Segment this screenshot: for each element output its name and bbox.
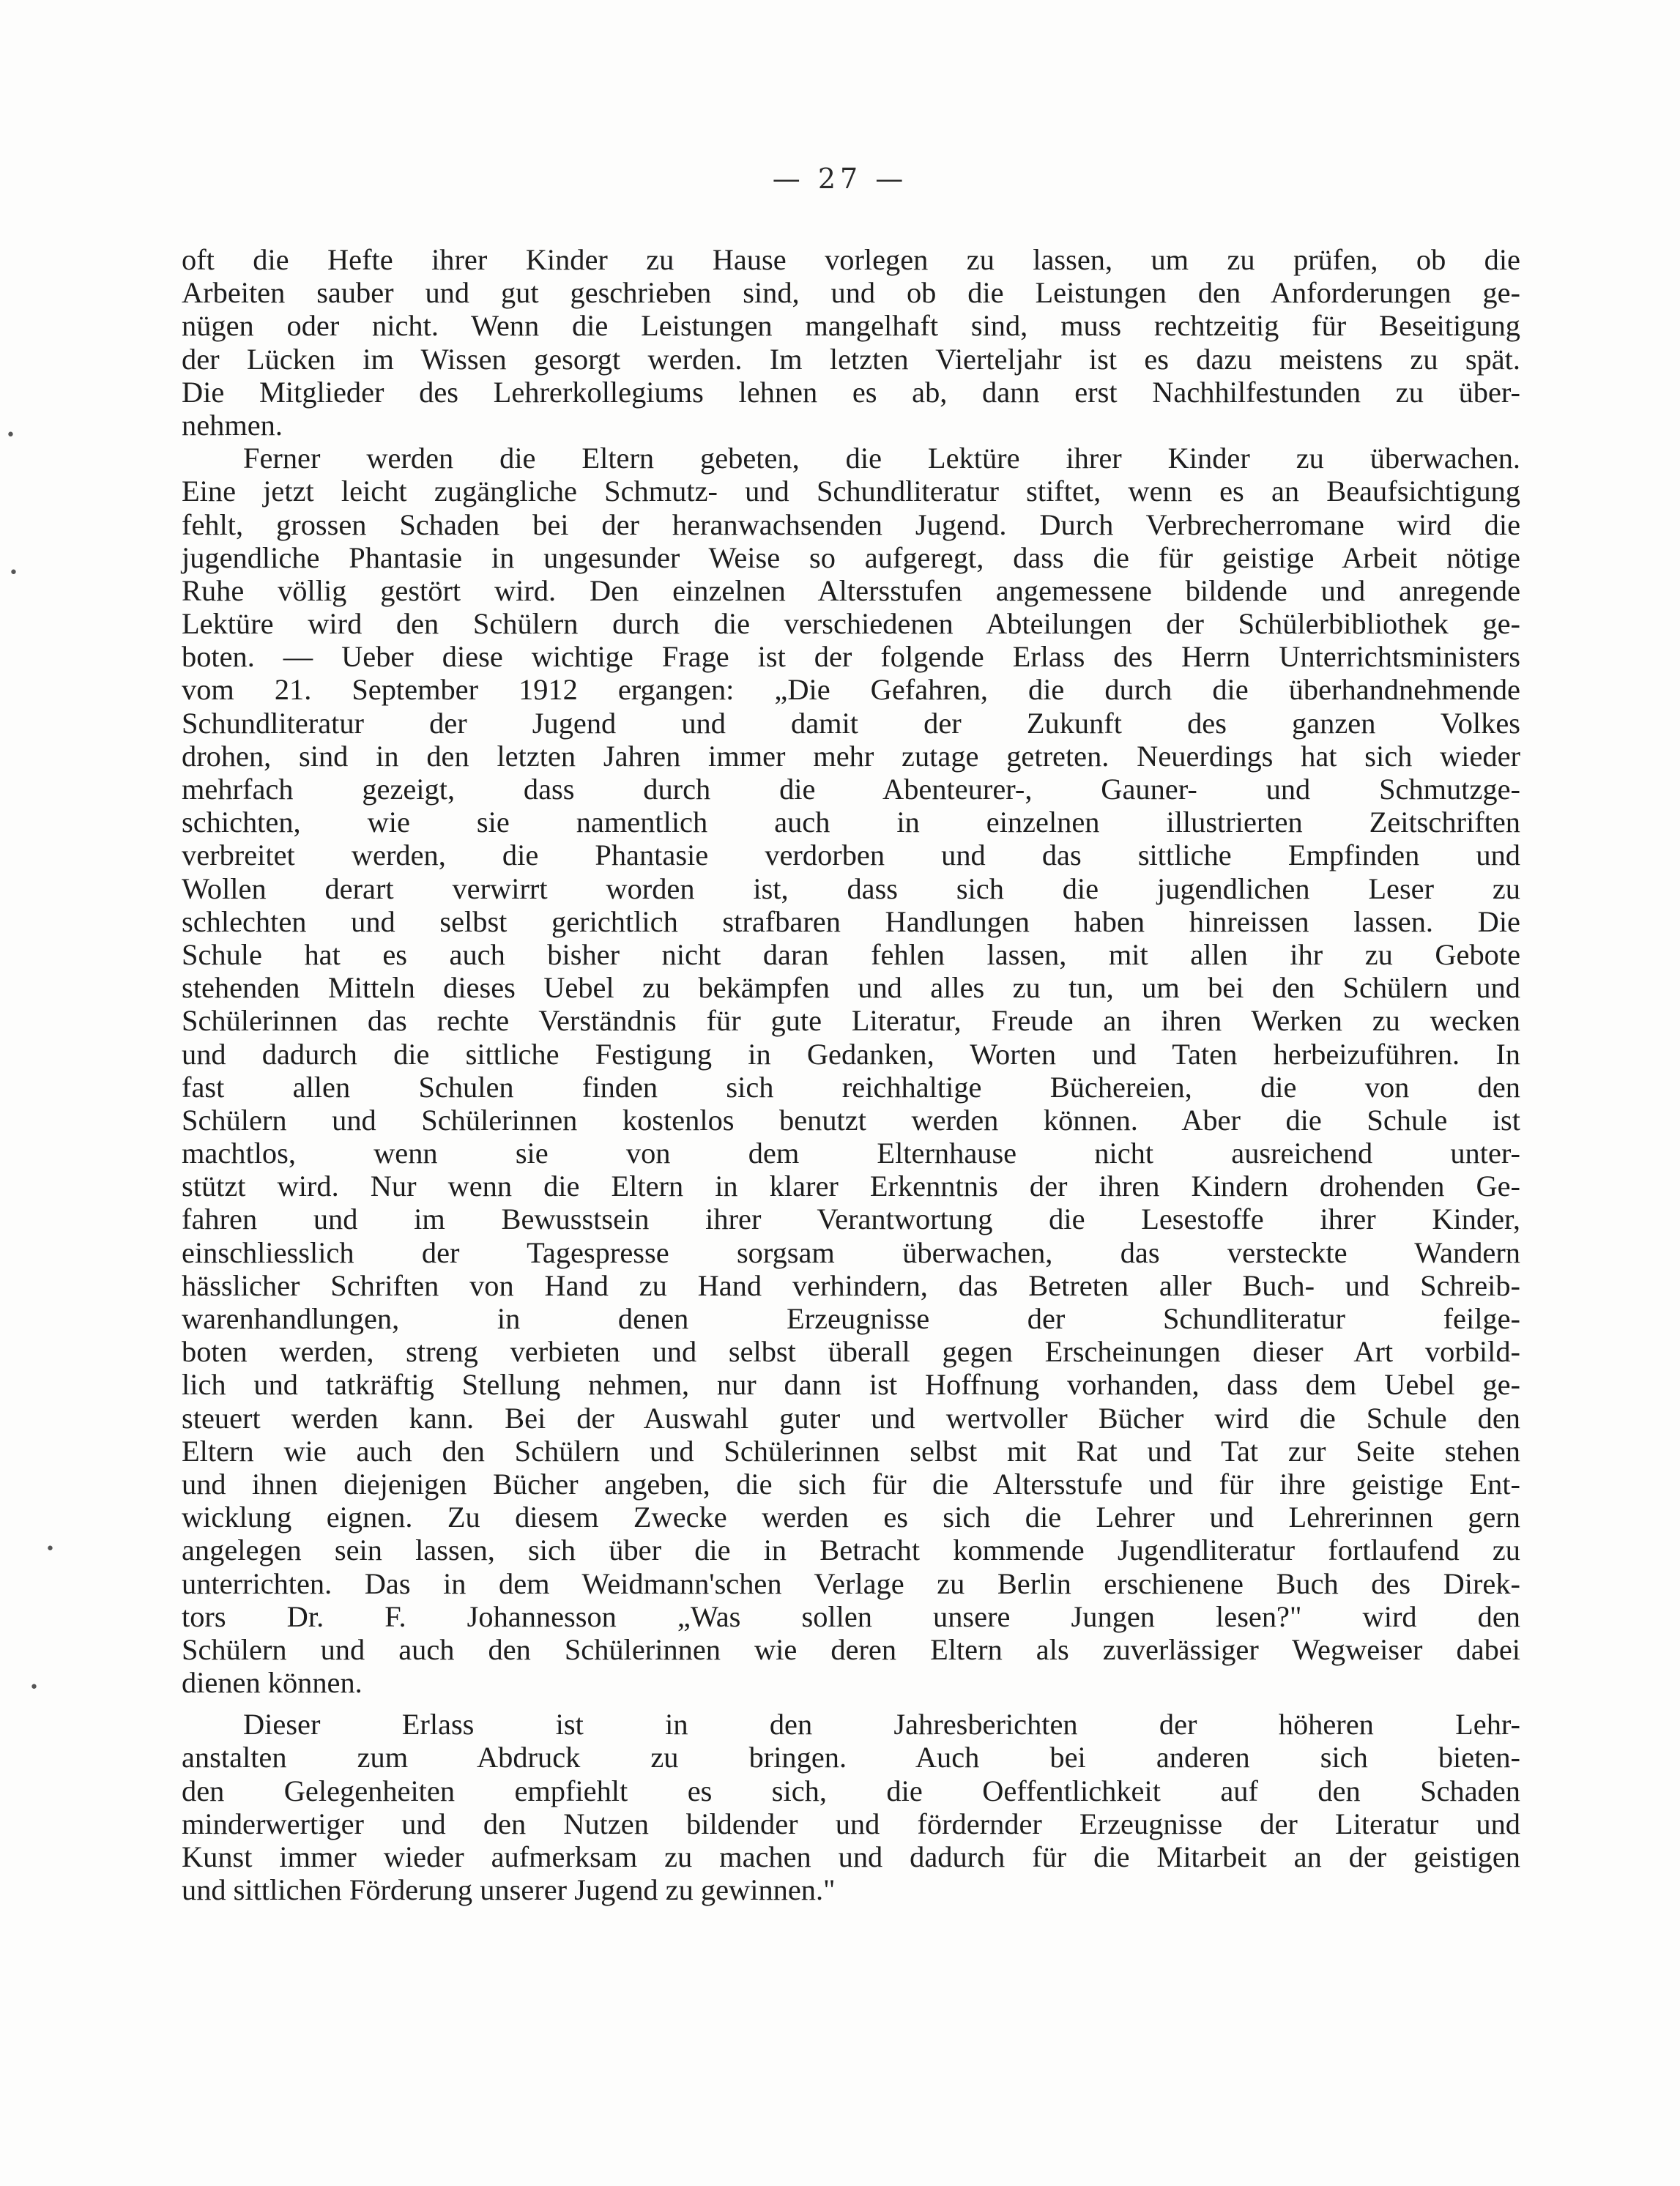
text-line: Schülerinnen das rechte Verständnis für gute Literatur, Freude an ihren Werken zu wecken — [182, 1004, 1520, 1038]
text-line: lich und tatkräftig Stellung nehmen, nur dann ist Hoffnung vorhanden, dass dem Uebel ge- — [182, 1368, 1520, 1402]
body-text — [182, 243, 1520, 1906]
text-line: den Gelegenheiten empfiehlt es sich, die Oeffentlichkeit auf den Schaden — [182, 1774, 1520, 1807]
text-line: einschliesslich der Tagespresse sorgsam überwachen, das versteckte Wandern — [182, 1235, 1520, 1269]
text-line: Eine jetzt leicht zugängliche Schmutz- und Schundliteratur stiftet, wenn es an Beaufsichtigung — [182, 475, 1520, 508]
text-line: Ferner werden die Eltern gebeten, die Lektüre ihrer Kinder zu überwachen. — [243, 442, 1520, 475]
text-line: Ruhe völlig gestört wird. Den einzelnen Altersstufen angemessene bildende und anregende — [182, 573, 1520, 607]
scan-speck: • — [6, 426, 15, 445]
scan-speck: • — [29, 1678, 39, 1697]
text-line: machtlos, wenn sie von dem Elternhause nicht ausreichend unter- — [182, 1137, 1520, 1170]
text-line: Lektüre wird den Schülern durch die verschiedenen Abteilungen der Schülerbibliothek ge- — [182, 607, 1520, 641]
text-line: Eltern wie auch den Schülern und Schülerinnen selbst mit Rat und Tat zur Seite stehen — [182, 1434, 1520, 1468]
text-line: steuert werden kann. Bei der Auswahl guter und wertvoller Bücher wird die Schule den — [182, 1401, 1520, 1435]
paragraph-gap — [182, 1699, 1520, 1708]
text-line: Wollen derart verwirrt worden ist, dass sich die jugendlichen Leser zu — [182, 871, 1520, 905]
text-line: stützt wird. Nur wenn die Eltern in klarer Erkenntnis der ihren Kindern drohenden Ge- — [182, 1170, 1520, 1203]
text-line: vom 21. September 1912 ergangen: „Die Gefahren, die durch die überhandnehmende — [182, 673, 1520, 707]
text-line: und sittlichen Förderung unserer Jugend zu gewinnen." — [182, 1873, 836, 1907]
text-line: drohen, sind in den letzten Jahren immer mehr zutage getreten. Neuerdings hat sich wieder — [182, 739, 1520, 773]
text-line: Die Mitglieder des Lehrerkollegiums lehnen es ab, dann erst Nachhilfestunden zu über- — [182, 375, 1520, 409]
text-line: hässlicher Schriften von Hand zu Hand verhindern, das Betreten aller Buch- und Schreib- — [182, 1268, 1520, 1302]
text-line: warenhandlungen, in denen Erzeugnisse der Schundliteratur feilge- — [182, 1302, 1520, 1335]
text-line: fast allen Schulen finden sich reichhaltige Büchereien, die von den — [182, 1070, 1520, 1104]
scan-speck: • — [45, 1540, 55, 1558]
text-line: anstalten zum Abdruck zu bringen. Auch bei anderen sich bieten- — [182, 1741, 1520, 1774]
text-line: mehrfach gezeigt, dass durch die Abenteurer-, Gauner- und Schmutzge- — [182, 773, 1520, 806]
page-number: — 27 — — [772, 163, 908, 195]
text-line: Schülern und Schülerinnen kostenlos benutzt werden können. Aber die Schule ist — [182, 1103, 1520, 1137]
text-line: unterrichten. Das in dem Weidmann'schen Verlage zu Berlin erschienene Buch des Direk- — [182, 1566, 1520, 1600]
text-line: boten. — Ueber diese wichtige Frage ist der folgende Erlass des Herrn Unterrichtsministers — [182, 640, 1520, 674]
text-line: Dieser Erlass ist in den Jahresberichten der höheren Lehr- — [243, 1708, 1520, 1741]
text-line: stehenden Mitteln dieses Uebel zu bekämpfen und alles zu tun, um bei den Schülern und — [182, 971, 1520, 1005]
text-line: Schule hat es auch bisher nicht daran fehlen lassen, mit allen ihr zu Gebote — [182, 937, 1520, 971]
text-line: jugendliche Phantasie in ungesunder Weise so aufgeregt, dass die für geistige Arbeit nötige — [182, 540, 1520, 574]
text-line: nügen oder nicht. Wenn die Leistungen mangelhaft sind, muss rechtzeitig für Beseitigung — [182, 309, 1520, 343]
scan-speck: • — [9, 564, 18, 582]
text-line: Kunst immer wieder aufmerksam zu machen und dadurch für die Mitarbeit an der geistigen — [182, 1840, 1520, 1873]
text-line: boten werden, streng verbieten und selbst überall gegen Erscheinungen dieser Art vorbild- — [182, 1335, 1520, 1369]
text-line: verbreitet werden, die Phantasie verdorben und das sittliche Empfinden und — [182, 839, 1520, 872]
text-line: schichten, wie sie namentlich auch in einzelnen illustrierten Zeitschriften — [182, 806, 1520, 839]
text-line: nehmen. — [182, 408, 283, 442]
text-line: tors Dr. F. Johannesson „Was sollen unsere Jungen lesen?" wird den — [182, 1599, 1520, 1633]
text-line: wicklung eignen. Zu diesem Zwecke werden es sich die Lehrer und Lehrerinnen gern — [182, 1501, 1520, 1534]
text-line: angelegen sein lassen, sich über die in Betracht kommende Jugendliteratur fortlaufend zu — [182, 1533, 1520, 1567]
text-line: der Lücken im Wissen gesorgt werden. Im letzten Vierteljahr ist es dazu meistens zu spät. — [182, 342, 1520, 376]
text-line: und dadurch die sittliche Festigung in Gedanken, Worten und Taten herbeizuführen. In — [182, 1037, 1520, 1071]
text-line: minderwertiger und den Nutzen bildender und fördernder Erzeugnisse der Literatur und — [182, 1807, 1520, 1840]
text-line: schlechten und selbst gerichtlich strafbaren Handlungen haben hinreissen lassen. Die — [182, 904, 1520, 938]
text-line: und ihnen diejenigen Bücher angeben, die sich für die Altersstufe und für ihre geistige Ent- — [182, 1467, 1520, 1501]
text-line: fahren und im Bewusstsein ihrer Verantwortung die Lesestoffe ihrer Kinder, — [182, 1202, 1520, 1236]
text-line: oft die Hefte ihrer Kinder zu Hause vorlegen zu lassen, um zu prüfen, ob die — [182, 243, 1520, 276]
text-line: Schundliteratur der Jugend und damit der Zukunft des ganzen Volkes — [182, 706, 1520, 740]
text-line: dienen können. — [182, 1666, 363, 1700]
text-line: fehlt, grossen Schaden bei der heranwachsenden Jugend. Durch Verbrecherromane wird die — [182, 508, 1520, 541]
text-line: Schülern und auch den Schülerinnen wie deren Eltern als zuverlässiger Wegweiser dabei — [182, 1632, 1520, 1666]
text-line: Arbeiten sauber und gut geschrieben sind, und ob die Leistungen den Anforderungen ge- — [182, 276, 1520, 310]
